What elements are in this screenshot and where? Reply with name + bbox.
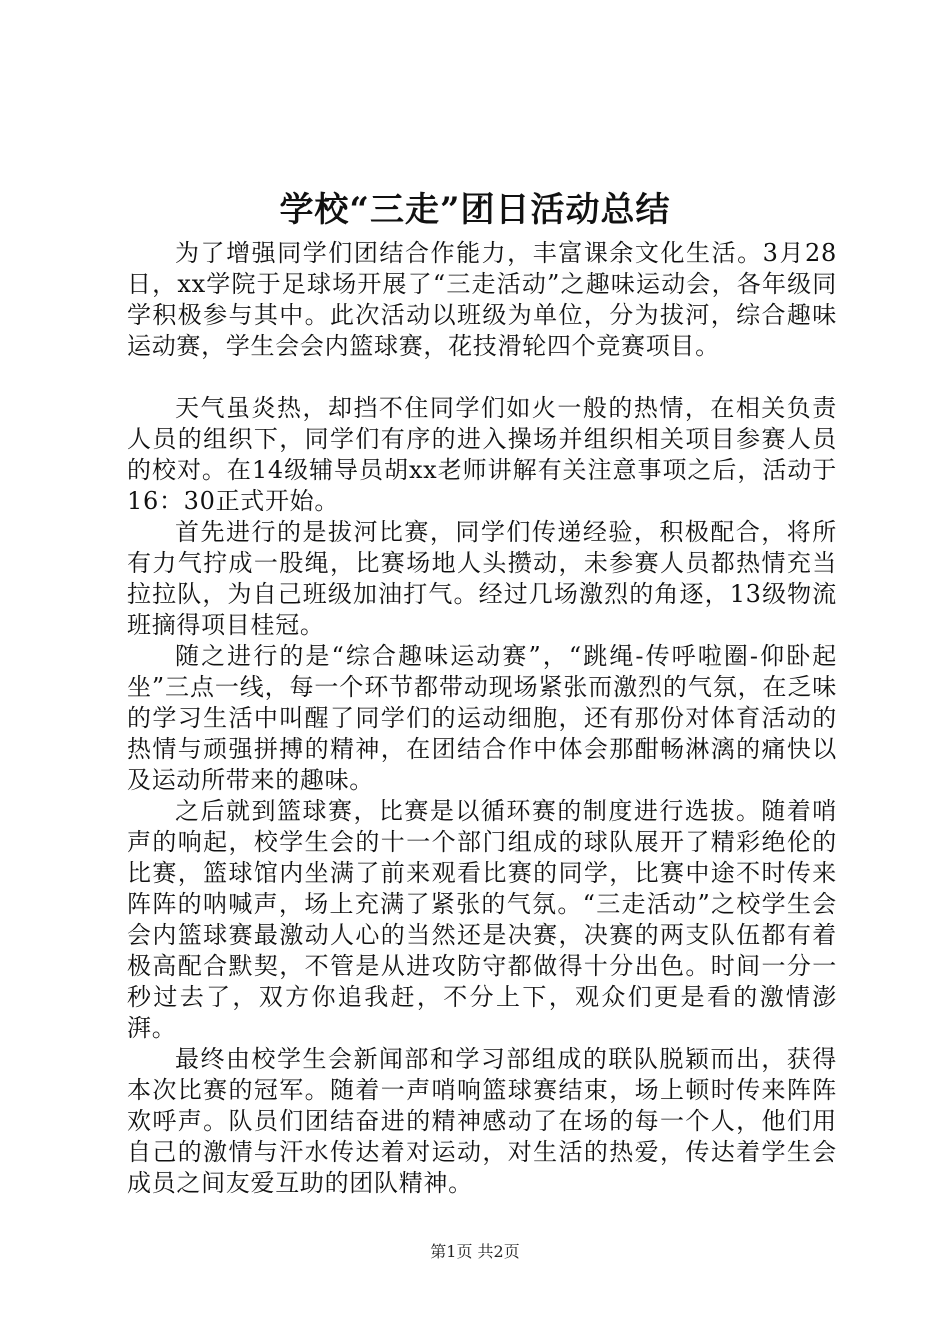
document-title: 学校“三走”团日活动总结 [279, 190, 671, 230]
paragraph: 随之进行的是“综合趣味运动赛”，“跳绳-传呼啦圈-仰卧起坐”三点一线，每一个环节都带动现场紧张而激烈的气氛，在乏味的学习生活中叫醒了同学们的运动细胞，还有那份对体育活动的热情与顽强拼搏的精神，在团结合作中体会那酣畅淋漓的痛快以及运动所带来的趣味。 [127, 642, 837, 794]
document-body [127, 238, 837, 1199]
paragraph: 为了增强同学们团结合作能力，丰富课余文化生活。3月28日，xx学院于足球场开展了“三走活动”之趣味运动会，各年级同学积极参与其中。此次活动以班级为单位，分为拔河，综合趣味运动赛，学生会会内篮球赛，花技滑轮四个竞赛项目。 [127, 239, 837, 360]
paragraph: 天气虽炎热，却挡不住同学们如火一般的热情，在相关负责人员的组织下，同学们有序的进入操场并组织相关项目参赛人员的校对。在14级辅导员胡xx老师讲解有关注意事项之后，活动于16：30正式开始。 [127, 394, 837, 515]
paragraph: 之后就到篮球赛，比赛是以循环赛的制度进行选拔。随着哨声的响起，校学生会的十一个部门组成的球队展开了精彩绝伦的比赛，篮球馆内坐满了前来观看比赛的同学，比赛中途不时传来阵阵的呐喊声，场上充满了紧张的气氛。“三走活动”之校学生会会内篮球赛最激动人心的当然还是决赛，决赛的两支队伍都有着极高配合默契，不管是从进攻防守都做得十分出色。时间一分一秒过去了，双方你追我赶，不分上下，观众们更是看的激情澎湃。 [127, 797, 837, 1042]
paragraph: 最终由校学生会新闻部和学习部组成的联队脱颖而出，获得本次比赛的冠军。随着一声哨响篮球赛结束，场上顿时传来阵阵欢呼声。队员们团结奋进的精神感动了在场的每一个人，他们用自己的激情与汗水传达着对运动，对生活的热爱，传达着学生会成员之间友爱互助的团队精神。 [127, 1045, 837, 1197]
paragraph: 首先进行的是拔河比赛，同学们传递经验，积极配合，将所有力气拧成一股绳，比赛场地人头攒动，未参赛人员都热情充当拉拉队，为自己班级加油打气。经过几场激烈的角逐，13级物流班摘得项目桂冠。 [127, 518, 837, 639]
page-footer: 第1页 共2页 [430, 1242, 520, 1261]
